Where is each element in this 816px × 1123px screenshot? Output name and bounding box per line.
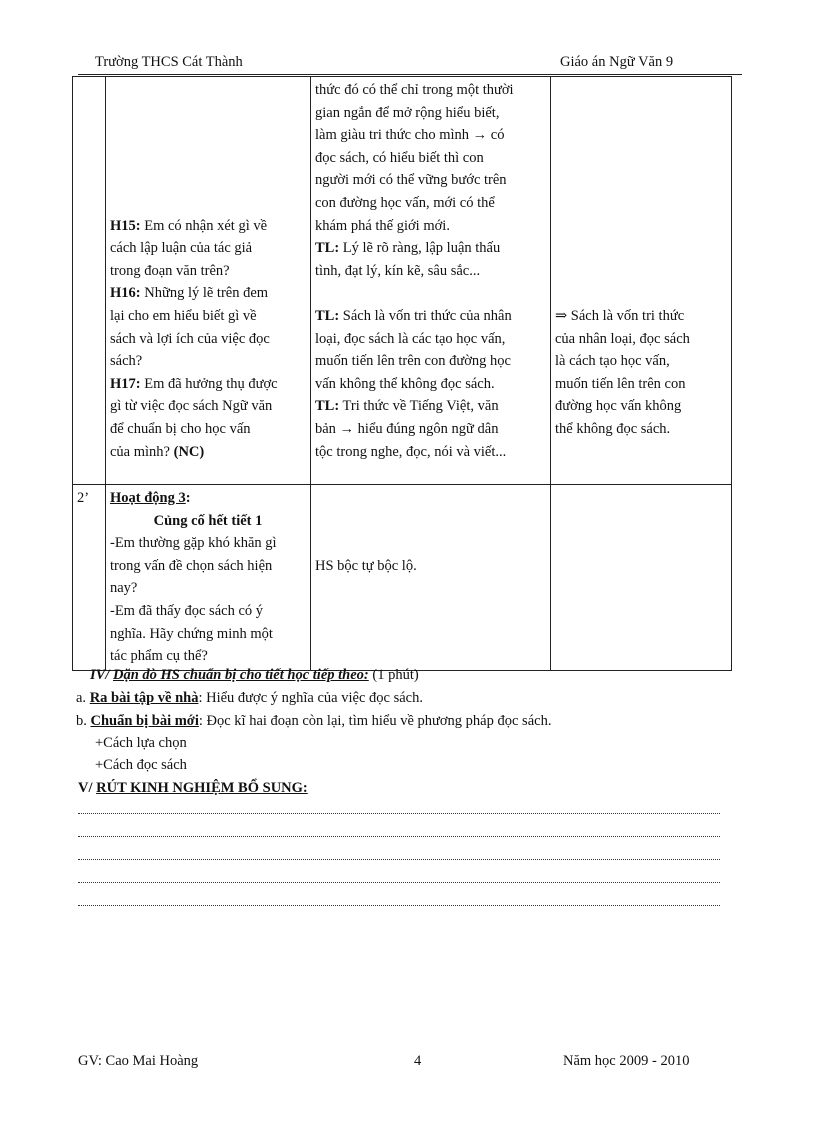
nc-tag: (NC) bbox=[173, 443, 205, 460]
table-row bbox=[73, 485, 732, 671]
footer-teacher: GV: Cao Mai Hoàng bbox=[78, 1053, 199, 1069]
notes-line bbox=[78, 881, 720, 883]
question-h17: H17: Em đã hưởng thụ được bbox=[110, 375, 278, 392]
answer-tl1: TL: Lý lẽ rõ ràng, lập luận thấu bbox=[315, 240, 501, 257]
section-4-item-a: a. Ra bài tập về nhà: Hiểu được ý nghĩa của việc đọc sách. bbox=[76, 690, 423, 706]
section-5-heading: V/ RÚT KINH NGHIỆM BỔ SUNG: bbox=[78, 780, 308, 796]
notes-line bbox=[78, 812, 720, 814]
time-cell: 2’ bbox=[73, 485, 106, 671]
header-school: Trường THCS Cát Thành bbox=[95, 54, 243, 70]
activity-subheading: Củng cố hết tiết 1 bbox=[153, 512, 263, 529]
student-answer: HS bộc tự bộc lộ. bbox=[315, 557, 417, 574]
answer-tl3: TL: Tri thức về Tiếng Việt, văn bbox=[315, 398, 499, 415]
section-4-heading: IV/ Dặn dò HS chuẩn bị cho tiết học tiếp theo: (1 phút) bbox=[90, 667, 419, 683]
list-item: +Cách lựa chọn bbox=[95, 735, 187, 751]
question-h15: H15: Em có nhận xét gì về bbox=[110, 217, 268, 234]
lesson-table bbox=[72, 76, 732, 671]
page-number: 4 bbox=[414, 1053, 422, 1069]
header-subject: Giáo án Ngữ Văn 9 bbox=[560, 54, 674, 70]
notes-line bbox=[78, 858, 720, 860]
time-cell bbox=[73, 77, 106, 485]
teacher-activity-cell: Hoạt động 3: Củng cố hết tiết 1 -Em thường gặp khó khăn gì trong vấn đề chọn sách hiện nay? -Em đã thấy đọc sách có ý nghĩa. Hãy chứng minh một tác phẩm cụ thể? bbox=[106, 485, 311, 671]
section-4-item-b: b. Chuẩn bị bài mới: Đọc kĩ hai đoạn còn lại, tìm hiểu về phương pháp đọc sách. bbox=[76, 713, 552, 729]
list-item: +Cách đọc sách bbox=[95, 757, 187, 773]
activity-heading: Hoạt động 3: bbox=[110, 490, 191, 506]
header-divider bbox=[78, 74, 742, 75]
teacher-activity-cell: H15: Em có nhận xét gì về cách lập luận của tác giả trong đoạn văn trên? H16: Những lý lẽ trên đem lại cho em hiểu biết gì về sách và lợi ích của việc đọc sách? H17: Em đã hưởng thụ được gì từ việc đọc sách Ngữ văn để chuẩn bị cho học vấn của mình? (NC) bbox=[106, 77, 311, 485]
student-activity-cell bbox=[311, 485, 551, 671]
content-cell bbox=[551, 485, 732, 671]
footer-year: Năm học 2009 - 2010 bbox=[563, 1053, 690, 1069]
table-row bbox=[73, 77, 732, 485]
question-h16: H16: Những lý lẽ trên đem bbox=[110, 285, 269, 302]
notes-line bbox=[78, 835, 720, 837]
content-cell: ⇒ Sách là vốn tri thức của nhân loại, đọc sách là cách tạo học vấn, muốn tiến lên trên con đường học vấn không thể không đọc sách. bbox=[551, 77, 732, 485]
student-activity-cell: thức đó có thể chỉ trong một thười gian ngắn để mở rộng hiểu biết, làm giàu tri thức cho mình → có đọc sách, có hiểu biết thì con người mới có thể vững bước trên con đường học vấn, mới có thể khám phá thế giới mới. TL: Lý lẽ rõ ràng, lập luận thấu tình, đạt lý, kín kẽ, sâu sắc... TL: Sách là vốn tri thức của nhân loại, đọc sách là các tạo học vấn, muốn tiến lên trên con đường học vấn không thể không đọc sách. TL: Tri thức về Tiếng Việt, văn bản → hiểu đúng ngôn ngữ dân tộc trong nghe, đọc, nói và viết... bbox=[311, 77, 551, 485]
notes-line bbox=[78, 904, 720, 906]
answer-tl2: TL: Sách là vốn tri thức của nhân bbox=[315, 307, 512, 324]
